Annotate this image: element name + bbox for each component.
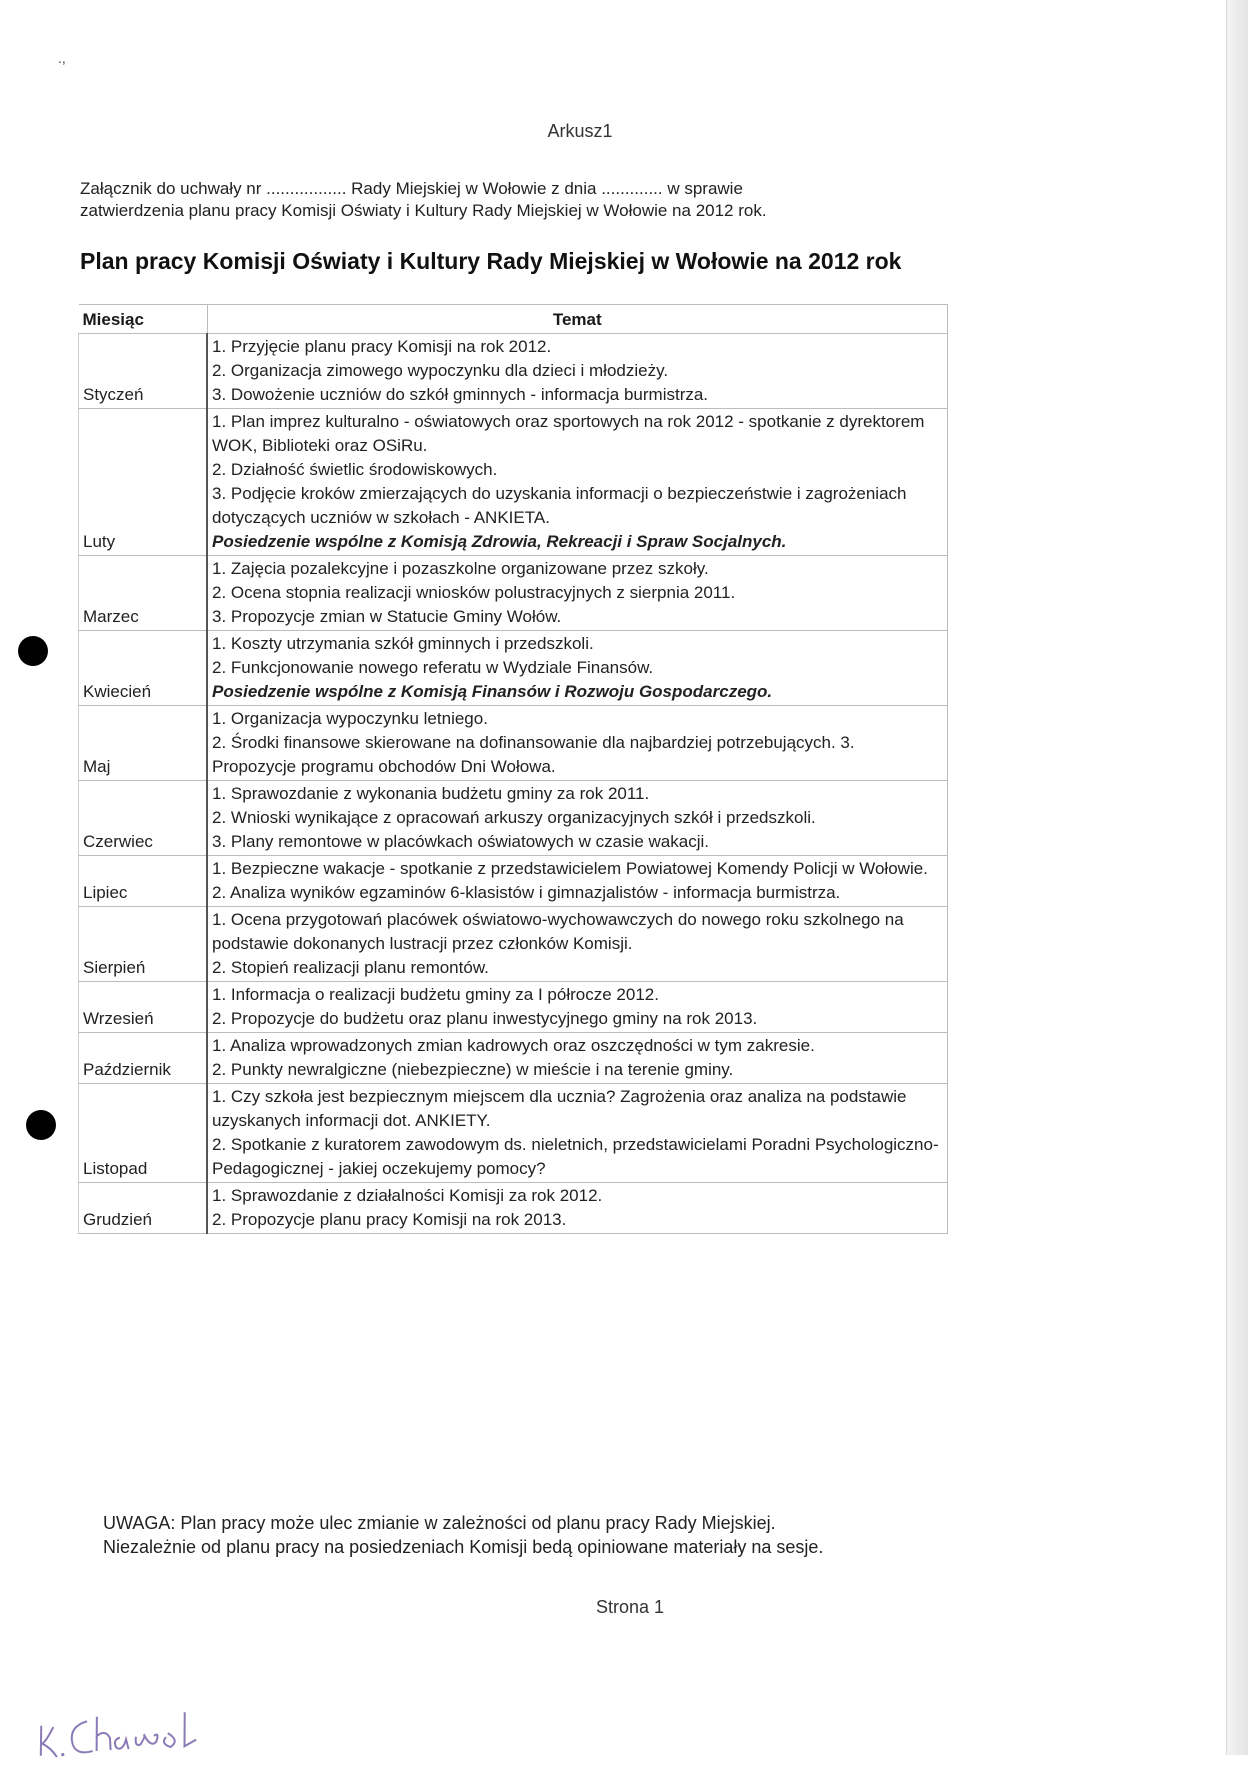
topics-cell — [207, 334, 948, 409]
month-cell: Styczeń — [79, 334, 208, 409]
column-header-month: Miesiąc — [79, 305, 208, 334]
table-row — [79, 982, 948, 1033]
topic-item: 1. Analiza wprowadzonych zmian kadrowych oraz oszczędności w tym zakresie. — [212, 1036, 815, 1055]
topic-item: 3. Plany remontowe w placówkach oświatowych w czasie wakacji. — [212, 832, 709, 851]
handwritten-signature — [35, 1702, 268, 1773]
table-row — [79, 1033, 948, 1084]
table-row — [79, 706, 948, 781]
note-line: Niezależnie od planu pracy na posiedzeniach Komisji bedą opiniowane materiały na sesje. — [103, 1537, 824, 1557]
topics-cell — [207, 631, 948, 706]
topic-item: 2. Działność świetlic środowiskowych. — [212, 460, 498, 479]
topic-item: 2. Wnioski wynikające z opracowań arkuszy organizacyjnych szkół i przedszkoli. — [212, 808, 816, 827]
topic-item: 1. Czy szkoła jest bezpiecznym miejscem dla ucznia? Zagrożenia oraz analiza na podstawie uzyskanych informacji dot. ANKIETY. — [212, 1087, 907, 1130]
table-row — [79, 907, 948, 982]
topics-cell — [207, 556, 948, 631]
sheet-title: Arkusz1 — [547, 121, 613, 141]
topic-item: 2. Propozycje planu pracy Komisji na rok 2013. — [212, 1210, 567, 1229]
punch-hole-icon — [18, 636, 48, 666]
table-row — [79, 409, 948, 556]
table-row — [79, 781, 948, 856]
intro-line: Załącznik do uchwały nr ................. Rady Miejskiej w Wołowie z dnia ............. w sprawie — [80, 179, 743, 198]
topic-item: 2. Spotkanie z kuratorem zawodowym ds. nieletnich, przedstawicielami Poradni Psychologiczno-Pedagogicznej - jakiej oczekujemy pomocy? — [212, 1135, 939, 1178]
topic-item: 2. Środki finansowe skierowane na dofinansowanie dla najbardziej potrzebujących. 3. — [212, 733, 855, 752]
topic-item: 1. Informacja o realizacji budżetu gminy za I półrocze 2012. — [212, 985, 659, 1004]
joint-session-note: Posiedzenie wspólne z Komisją Finansów i Rozwoju Gospodarczego. — [212, 682, 773, 701]
topic-item: 1. Sprawozdanie z działalności Komisji za rok 2012. — [212, 1186, 603, 1205]
plan-table — [78, 304, 948, 1234]
topics-cell — [207, 856, 948, 907]
topic-item: 1. Przyjęcie planu pracy Komisji na rok 2012. — [212, 337, 552, 356]
topic-item: 1. Koszty utrzymania szkół gminnych i przedszkoli. — [212, 634, 594, 653]
topic-item: 3. Podjęcie kroków zmierzających do uzyskania informacji o bezpieczeństwie i zagrożeniach dotyczących uczniów w szkołach - ANKIETA. — [212, 484, 907, 527]
intro-line: zatwierdzenia planu pracy Komisji Oświaty i Kultury Rady Miejskiej w Wołowie na 2012 rok. — [80, 201, 767, 220]
table-row — [79, 1183, 948, 1234]
table-row — [79, 631, 948, 706]
table-row — [79, 334, 948, 409]
month-cell: Lipiec — [79, 856, 208, 907]
month-cell: Październik — [79, 1033, 208, 1084]
intro-text — [80, 178, 930, 222]
month-cell: Grudzień — [79, 1183, 208, 1234]
month-cell: Sierpień — [79, 907, 208, 982]
topic-item: 1. Zajęcia pozalekcyjne i pozaszkolne organizowane przez szkoły. — [212, 559, 709, 578]
topic-item: 2. Stopień realizacji planu remontów. — [212, 958, 489, 977]
page-edge — [1226, 0, 1248, 1755]
table-row — [79, 1084, 948, 1183]
topics-cell — [207, 781, 948, 856]
topics-cell — [207, 1033, 948, 1084]
topics-cell — [207, 907, 948, 982]
table-row — [79, 556, 948, 631]
punch-hole-icon — [26, 1110, 56, 1140]
corner-mark: ., — [58, 50, 66, 66]
topics-cell — [207, 1084, 948, 1183]
topic-item: 3. Dowożenie uczniów do szkół gminnych - informacja burmistrza. — [212, 385, 709, 404]
joint-session-note: Posiedzenie wspólne z Komisją Zdrowia, Rekreacji i Spraw Socjalnych. — [212, 532, 787, 551]
topics-cell — [207, 706, 948, 781]
page-title: Plan pracy Komisji Oświaty i Kultury Rady Miejskiej w Wołowie na 2012 rok — [80, 248, 902, 274]
plan-table-body — [79, 334, 948, 1234]
topic-item: 2. Punkty newralgiczne (niebezpieczne) w mieście i na terenie gminy. — [212, 1060, 734, 1079]
month-cell: Czerwiec — [79, 781, 208, 856]
topic-item: 1. Bezpieczne wakacje - spotkanie z przedstawicielem Powiatowej Komendy Policji w Wołowie. — [212, 859, 928, 878]
column-header-topic: Temat — [207, 305, 948, 334]
topics-cell — [207, 982, 948, 1033]
topic-item: 1. Sprawozdanie z wykonania budżetu gminy za rok 2011. — [212, 784, 650, 803]
note-line: UWAGA: Plan pracy może ulec zmianie w zależności od planu pracy Rady Miejskiej. — [103, 1513, 776, 1533]
month-cell: Listopad — [79, 1084, 208, 1183]
month-cell: Marzec — [79, 556, 208, 631]
topic-item: 1. Organizacja wypoczynku letniego. — [212, 709, 488, 728]
month-cell: Wrzesień — [79, 982, 208, 1033]
topic-item: 2. Ocena stopnia realizacji wniosków polustracyjnych z sierpnia 2011. — [212, 583, 736, 602]
month-cell: Luty — [79, 409, 208, 556]
topics-cell — [207, 1183, 948, 1234]
topic-item: 2. Propozycje do budżetu oraz planu inwestycyjnego gminy na rok 2013. — [212, 1009, 758, 1028]
table-row — [79, 856, 948, 907]
page-footer: Strona 1 — [595, 1597, 665, 1617]
topics-cell — [207, 409, 948, 556]
table-header-row — [79, 305, 948, 334]
topic-item: 2. Organizacja zimowego wypoczynku dla dzieci i młodzieży. — [212, 361, 669, 380]
topic-item: 2. Analiza wyników egzaminów 6-klasistów i gimnazjalistów - informacja burmistrza. — [212, 883, 841, 902]
topic-item: 1. Plan imprez kulturalno - oświatowych oraz sportowych na rok 2012 - spotkanie z dyrektorem WOK, Biblioteki oraz OSiRu. — [212, 412, 925, 455]
topic-item: 3. Propozycje zmian w Statucie Gminy Wołów. — [212, 607, 562, 626]
topic-item: 1. Ocena przygotowań placówek oświatowo-wychowawczych do nowego roku szkolnego na podstawie dokonanych lustracji przez członków Komisji. — [212, 910, 904, 953]
topic-item: Propozycje programu obchodów Dni Wołowa. — [212, 757, 556, 776]
note — [103, 1511, 963, 1559]
topic-item: 2. Funkcjonowanie nowego referatu w Wydziale Finansów. — [212, 658, 654, 677]
month-cell: Kwiecień — [79, 631, 208, 706]
month-cell: Maj — [79, 706, 208, 781]
